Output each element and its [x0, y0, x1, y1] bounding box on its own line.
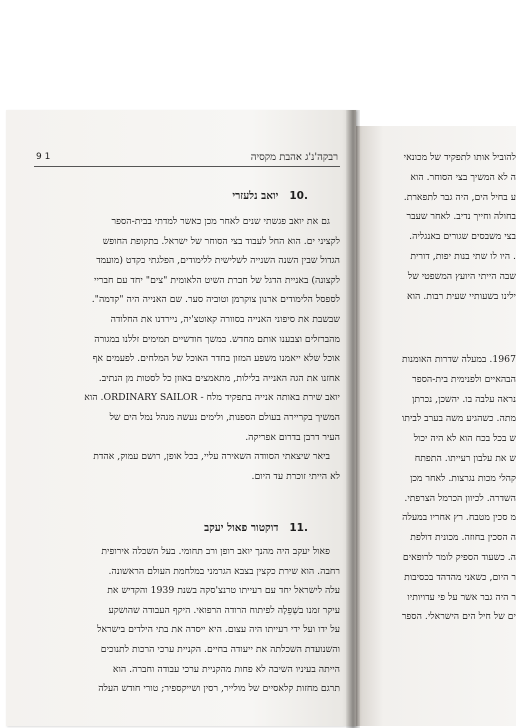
section-10-number: .10: [289, 190, 308, 202]
text-line: ר היה גבר אשר על פי עדויותיו: [407, 591, 516, 603]
text-line: מ סכין מטבח. רץ אחריו במעלה: [402, 512, 516, 524]
section-10-body: [34, 212, 340, 486]
section-11-number: .11: [289, 522, 308, 534]
text-line: בחולה וחייך נדיב. לאחר שעבר: [406, 211, 516, 223]
text-line: יואב שירת באותה אנייה בתפקיד מלח - ORDINARY SAILOR. הוא: [84, 392, 340, 404]
text-line: רחבה. הוא שירת כקצין בצבא הגרמני במלחמת העולם הראשונה.: [108, 565, 340, 577]
text-line: תרגם מחזות קלאסיים של מולייר, רסין ושייקספיר; טורי חודש העלה: [98, 683, 340, 695]
text-line: ש בכל בכח הוא לא היה יכול: [413, 433, 516, 445]
text-line: עלה לישראל יחד עם רעייתו טרנצ'סקה בשנת 1939 והקדיש את: [107, 585, 340, 597]
text-line: על ידו ועל ידי רעייתו היה עצום. היא ייסדה את בתי הילדים בישראל: [97, 624, 340, 636]
text-line: שבה הייתי היועץ המשפטי של: [407, 270, 516, 282]
text-line: העיר דרבן בדרום אפריקה.: [245, 431, 340, 443]
text-line: ביאר שיצאתי הסוודה השאירה עליי, בכל אופן, רושם עמוק, אהדת: [93, 451, 330, 463]
text-line: מתה. כשהגיע משה בערב לביתו: [401, 413, 516, 425]
text-line: ע בחיל הים, היה גבר לתפארת.: [403, 191, 516, 203]
text-line: לא הייתי זוכרת עד היום.: [251, 470, 340, 482]
text-line: לקציני ים. הוא החל לעבוד בצי הסוחר של ישראל. בתקופת החופש: [102, 235, 340, 247]
text-line: בצי משבסים שגורים באנגליה.: [409, 231, 516, 243]
text-line: 1967. במעלה שדרות האומנות: [402, 354, 516, 365]
text-line: ש את עלבון רעייתו. התפתח: [414, 452, 516, 464]
running-header-title: רבקה'נ'ג אהבת מקסיה: [250, 152, 338, 163]
text-line: אחזנו את הגה האנייה בלילות, מתאמצים באוזן כל לסטות מן הנתיב.: [98, 372, 340, 384]
text-line: ילינו בשעותיי שעית רבות. הוא: [406, 290, 516, 302]
text-line: ה. כשעוד הספיק לומר לרופאים: [402, 551, 516, 563]
text-line: הגדול שבין השנה השנייה לשלישית ללימודים, הפלגתי כקדט (מועמד: [96, 255, 340, 267]
text-line: שבשבת את סיפוני האנייה בסוורה קאוטצ'יה, ניירדנו את החלודה: [110, 313, 340, 325]
text-line: והשנועדת השכלתה את ייעודה בחיים. הקניית ערכי הרכות לתנוכים: [100, 643, 340, 655]
text-line: . היו לו שתי בנות יפות, דורית: [410, 250, 516, 262]
header-rule: [34, 166, 340, 167]
page-number: 1 9: [36, 152, 51, 162]
text-line: קהלי מכות נגרצות. לאחר מכן: [410, 472, 516, 484]
text-line: נראה עלבה בו. יהשכן, נכרתן: [412, 393, 516, 405]
text-line: פאול יעקב היה מהנך יואב רופן ורב תחומי. בעל השכלה אירופית: [101, 546, 330, 557]
section-11-heading: [204, 522, 308, 534]
text-line: עיקר זמנו בשְׁפֵלָה לפיתוח הרודה הרפואי. היקף העבודה שהושקע: [108, 604, 340, 616]
text-line: מהברזלים וצבענו אותם מחדש. במשך חודשיים תמימים זללנו במגורה: [94, 333, 340, 345]
text-line: השדרה. לכיוון הכרמל הצרפתי.: [404, 492, 516, 504]
text-line: המשיך בקריירה בעולם הספנות, ולימים נעשה מנהל נמל הים של: [109, 411, 340, 423]
text-line: לספסל הלימודים ארנון צוקרמן וטוביה סער. שם האנייה היה "קדמה".: [91, 294, 340, 306]
text-line: הייתה בעיניו השיבה לא פחות מהקניית ערכי עבודה וחברה. הוא: [112, 663, 340, 675]
text-line: לקצונה) באניית הדגל של חברת השיט הלאומית "צים" יחד עם חבריי: [94, 274, 340, 286]
text-line: להוביל אותו לתפקיד של מכונאי: [403, 152, 516, 163]
right-page-text-bottom: [372, 350, 516, 627]
section-10-title: יואב נלעזרי: [232, 190, 279, 202]
section-11-body: [34, 542, 340, 699]
book-gutter: [346, 110, 360, 728]
text-line: הבהאיים ולפנימית בית-הספר: [412, 373, 516, 385]
text-line: ה הסכין בחוזה. מכונית דולפת: [410, 532, 516, 544]
running-header: [36, 152, 338, 163]
section-11-title: דוקטור פאול יעקב: [204, 522, 279, 534]
text-line: אוכל שלא ייאמנו משפע המזון בחדר האוכל של המלחים. לפעמים אף: [92, 353, 340, 365]
text-line: גם את יואב פגשתי שנים לאחר מכן כאשר למדתי בבית-הספר: [111, 216, 330, 227]
text-line: ה לא המשיך בצי הסוחר. הוא: [410, 171, 516, 183]
right-page-text-top: [372, 148, 516, 306]
section-10-heading: [232, 190, 308, 202]
text-line: ר היום, כשאני מהדהד בכסיבות: [404, 571, 516, 583]
text-line: ים של חיל הים הישראלי. הספר: [401, 611, 516, 623]
